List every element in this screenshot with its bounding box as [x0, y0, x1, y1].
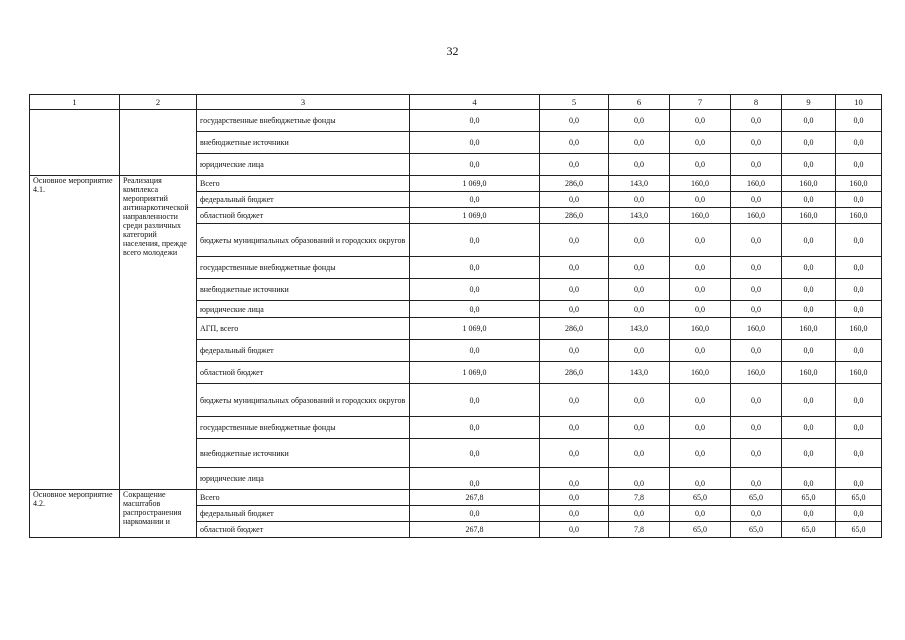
- funding-source-cell: юридические лица: [197, 154, 410, 176]
- value-cell: 160,0: [670, 176, 731, 192]
- funding-source-cell: федеральный бюджет: [197, 340, 410, 362]
- value-cell: 0,0: [410, 384, 540, 417]
- value-cell: 0,0: [731, 110, 782, 132]
- column-header: 4: [410, 95, 540, 110]
- funding-source-cell: внебюджетные источники: [197, 439, 410, 468]
- value-cell: 160,0: [836, 362, 882, 384]
- value-cell: 0,0: [410, 279, 540, 301]
- value-cell: 0,0: [540, 384, 609, 417]
- value-cell: 0,0: [782, 506, 836, 522]
- description-cell: [120, 110, 197, 176]
- value-cell: 1 069,0: [410, 362, 540, 384]
- value-cell: 0,0: [836, 417, 882, 439]
- value-cell: 0,0: [782, 301, 836, 318]
- value-cell: 286,0: [540, 362, 609, 384]
- funding-source-cell: юридические лица: [197, 468, 410, 490]
- value-cell: 0,0: [670, 384, 731, 417]
- value-cell: 0,0: [670, 340, 731, 362]
- funding-source-cell: государственные внебюджетные фонды: [197, 257, 410, 279]
- value-cell: 160,0: [836, 176, 882, 192]
- value-cell: 0,0: [609, 279, 670, 301]
- value-cell: 0,0: [670, 439, 731, 468]
- value-cell: 0,0: [782, 224, 836, 257]
- value-cell: 0,0: [731, 417, 782, 439]
- funding-source-cell: юридические лица: [197, 301, 410, 318]
- value-cell: 0,0: [540, 301, 609, 318]
- value-cell: 0,0: [609, 192, 670, 208]
- value-cell: 0,0: [670, 132, 731, 154]
- funding-source-cell: внебюджетные источники: [197, 132, 410, 154]
- header-row: [30, 95, 882, 110]
- value-cell: 160,0: [782, 318, 836, 340]
- column-header: 8: [731, 95, 782, 110]
- value-cell: 267,8: [410, 522, 540, 538]
- value-cell: 0,0: [731, 340, 782, 362]
- value-cell: 0,0: [836, 279, 882, 301]
- column-header: 1: [30, 95, 120, 110]
- value-cell: 0,0: [670, 417, 731, 439]
- activity-cell: [30, 110, 120, 176]
- value-cell: 0,0: [731, 154, 782, 176]
- value-cell: 0,0: [540, 506, 609, 522]
- description-cell: Сокращение масштабов распространения наркомании и: [120, 490, 197, 538]
- activity-cell: Основное мероприятие 4.1.: [30, 176, 120, 490]
- value-cell: 143,0: [609, 176, 670, 192]
- funding-source-cell: бюджеты муниципальных образований и городских округов: [197, 224, 410, 257]
- budget-table: [29, 94, 882, 538]
- value-cell: 65,0: [782, 490, 836, 506]
- value-cell: 0,0: [540, 522, 609, 538]
- value-cell: 1 069,0: [410, 318, 540, 340]
- value-cell: 0,0: [731, 192, 782, 208]
- value-cell: 286,0: [540, 208, 609, 224]
- value-cell: 286,0: [540, 176, 609, 192]
- value-cell: 0,0: [670, 110, 731, 132]
- value-cell: 0,0: [609, 506, 670, 522]
- value-cell: 160,0: [836, 208, 882, 224]
- value-cell: 0,0: [540, 154, 609, 176]
- value-cell: 0,0: [540, 279, 609, 301]
- value-cell: 0,0: [410, 439, 540, 468]
- value-cell: 0,0: [836, 506, 882, 522]
- value-cell: 0,0: [782, 279, 836, 301]
- value-cell: 0,0: [410, 506, 540, 522]
- value-cell: 160,0: [731, 176, 782, 192]
- value-cell: 0,0: [609, 384, 670, 417]
- funding-source-cell: областной бюджет: [197, 362, 410, 384]
- funding-source-cell: АГП, всего: [197, 318, 410, 340]
- value-cell: 0,0: [670, 468, 731, 490]
- value-cell: 0,0: [836, 384, 882, 417]
- page-number: 32: [446, 44, 459, 58]
- value-cell: 0,0: [731, 301, 782, 318]
- value-cell: 0,0: [410, 110, 540, 132]
- value-cell: 0,0: [782, 439, 836, 468]
- value-cell: 0,0: [836, 439, 882, 468]
- value-cell: 0,0: [609, 301, 670, 318]
- value-cell: 160,0: [731, 318, 782, 340]
- funding-source-cell: областной бюджет: [197, 208, 410, 224]
- value-cell: 7,8: [609, 522, 670, 538]
- value-cell: 0,0: [836, 154, 882, 176]
- value-cell: 0,0: [410, 340, 540, 362]
- value-cell: 0,0: [836, 110, 882, 132]
- value-cell: 0,0: [609, 154, 670, 176]
- column-header: 5: [540, 95, 609, 110]
- value-cell: 65,0: [670, 490, 731, 506]
- funding-source-cell: бюджеты муниципальных образований и городских округов: [197, 384, 410, 417]
- funding-source-cell: федеральный бюджет: [197, 506, 410, 522]
- value-cell: 0,0: [609, 110, 670, 132]
- value-cell: 160,0: [782, 176, 836, 192]
- value-cell: 65,0: [836, 522, 882, 538]
- value-cell: 0,0: [540, 417, 609, 439]
- value-cell: 0,0: [670, 224, 731, 257]
- funding-source-cell: внебюджетные источники: [197, 279, 410, 301]
- value-cell: 143,0: [609, 208, 670, 224]
- value-cell: 0,0: [782, 417, 836, 439]
- value-cell: 0,0: [410, 257, 540, 279]
- value-cell: 65,0: [782, 522, 836, 538]
- value-cell: 0,0: [782, 132, 836, 154]
- value-cell: 0,0: [410, 224, 540, 257]
- value-cell: 0,0: [540, 468, 609, 490]
- value-cell: 160,0: [670, 208, 731, 224]
- value-cell: 0,0: [609, 439, 670, 468]
- value-cell: 267,8: [410, 490, 540, 506]
- table-row: [30, 110, 882, 132]
- value-cell: 0,0: [670, 257, 731, 279]
- value-cell: 0,0: [731, 279, 782, 301]
- value-cell: 0,0: [731, 384, 782, 417]
- value-cell: 143,0: [609, 362, 670, 384]
- value-cell: 0,0: [731, 257, 782, 279]
- value-cell: 0,0: [670, 301, 731, 318]
- value-cell: 0,0: [540, 439, 609, 468]
- value-cell: 160,0: [731, 362, 782, 384]
- column-header: 2: [120, 95, 197, 110]
- value-cell: 65,0: [836, 490, 882, 506]
- value-cell: 160,0: [670, 362, 731, 384]
- value-cell: 0,0: [670, 192, 731, 208]
- funding-source-cell: Всего: [197, 490, 410, 506]
- value-cell: 143,0: [609, 318, 670, 340]
- value-cell: 0,0: [670, 154, 731, 176]
- value-cell: 0,0: [540, 110, 609, 132]
- value-cell: 65,0: [670, 522, 731, 538]
- value-cell: 0,0: [670, 506, 731, 522]
- value-cell: 0,0: [782, 192, 836, 208]
- value-cell: 0,0: [540, 132, 609, 154]
- column-header: 9: [782, 95, 836, 110]
- column-header: 7: [670, 95, 731, 110]
- value-cell: 160,0: [782, 208, 836, 224]
- value-cell: 0,0: [731, 224, 782, 257]
- funding-source-cell: государственные внебюджетные фонды: [197, 110, 410, 132]
- value-cell: 0,0: [609, 132, 670, 154]
- column-header: 6: [609, 95, 670, 110]
- value-cell: 160,0: [731, 208, 782, 224]
- value-cell: 0,0: [836, 468, 882, 490]
- value-cell: 0,0: [410, 154, 540, 176]
- value-cell: 0,0: [836, 340, 882, 362]
- value-cell: 0,0: [410, 132, 540, 154]
- value-cell: 0,0: [410, 301, 540, 318]
- value-cell: 0,0: [836, 301, 882, 318]
- funding-source-cell: Всего: [197, 176, 410, 192]
- value-cell: 0,0: [540, 257, 609, 279]
- activity-cell: Основное мероприятие 4.2.: [30, 490, 120, 538]
- value-cell: 0,0: [782, 384, 836, 417]
- value-cell: 0,0: [609, 340, 670, 362]
- column-header: 3: [197, 95, 410, 110]
- value-cell: 0,0: [609, 224, 670, 257]
- value-cell: 0,0: [540, 224, 609, 257]
- value-cell: 0,0: [540, 490, 609, 506]
- value-cell: 0,0: [836, 192, 882, 208]
- value-cell: 0,0: [670, 279, 731, 301]
- value-cell: 0,0: [782, 110, 836, 132]
- value-cell: 0,0: [540, 192, 609, 208]
- value-cell: 0,0: [731, 506, 782, 522]
- value-cell: 0,0: [410, 192, 540, 208]
- value-cell: 0,0: [731, 132, 782, 154]
- value-cell: 0,0: [609, 257, 670, 279]
- value-cell: 0,0: [731, 468, 782, 490]
- value-cell: 0,0: [782, 340, 836, 362]
- column-header: 10: [836, 95, 882, 110]
- value-cell: 160,0: [782, 362, 836, 384]
- value-cell: 0,0: [609, 468, 670, 490]
- value-cell: 0,0: [782, 468, 836, 490]
- funding-source-cell: федеральный бюджет: [197, 192, 410, 208]
- value-cell: 286,0: [540, 318, 609, 340]
- value-cell: 160,0: [836, 318, 882, 340]
- value-cell: 65,0: [731, 490, 782, 506]
- value-cell: 0,0: [836, 132, 882, 154]
- value-cell: 1 069,0: [410, 176, 540, 192]
- funding-source-cell: государственные внебюджетные фонды: [197, 417, 410, 439]
- value-cell: 1 069,0: [410, 208, 540, 224]
- value-cell: 0,0: [782, 154, 836, 176]
- value-cell: 0,0: [410, 468, 540, 490]
- value-cell: 0,0: [836, 257, 882, 279]
- value-cell: 0,0: [782, 257, 836, 279]
- value-cell: 160,0: [670, 318, 731, 340]
- table-row: [30, 490, 882, 506]
- value-cell: 0,0: [540, 340, 609, 362]
- funding-source-cell: областной бюджет: [197, 522, 410, 538]
- value-cell: 0,0: [609, 417, 670, 439]
- value-cell: 0,0: [410, 417, 540, 439]
- value-cell: 0,0: [731, 439, 782, 468]
- value-cell: 0,0: [836, 224, 882, 257]
- value-cell: 7,8: [609, 490, 670, 506]
- value-cell: 65,0: [731, 522, 782, 538]
- table-row: [30, 176, 882, 192]
- description-cell: Реализация комплекса мероприятий антинаркотической направленности среди различных категорий населения, прежде всего молодежи: [120, 176, 197, 490]
